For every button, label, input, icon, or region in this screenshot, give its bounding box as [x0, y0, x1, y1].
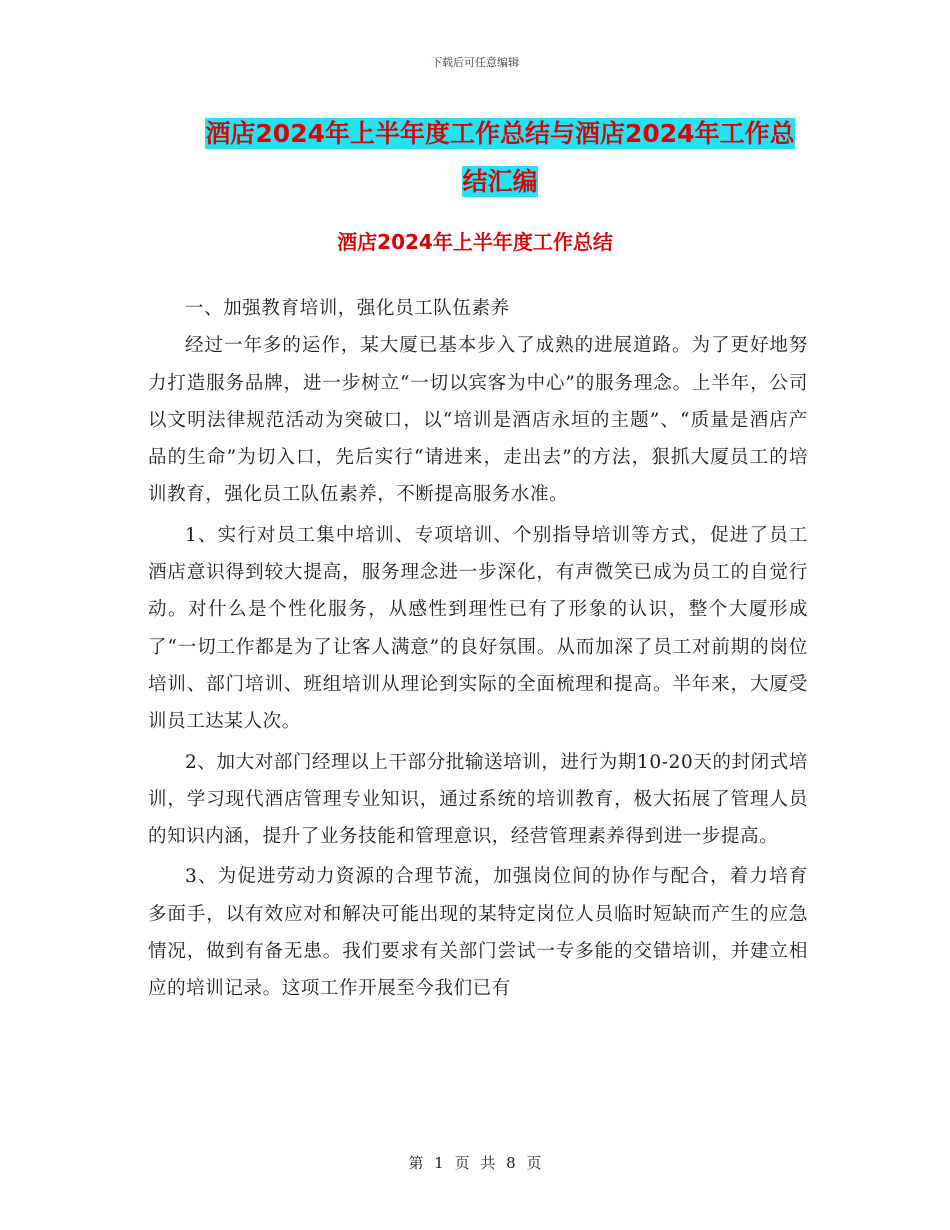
- body-paragraph: 2、加大对部门经理以上干部分批输送培训，进行为期10-20天的封闭式培训，学习现代酒店管理专业知识，通过系统的培训教育，极大拓展了管理人员的知识内涵，提升了业务技能和管理意识，经营管理素养得到进一步提高。: [148, 751, 808, 848]
- document-body: [148, 290, 808, 1008]
- body-paragraph: 1、实行对员工集中培训、专项培训、个别指导培训等方式，促进了员工酒店意识得到较大提高，服务理念进一步深化，有声微笑已成为员工的自觉行动。对什么是个性化服务，从感性到理性已有了形象的认识，整个大厦形成了“一切工作都是为了让客人满意”的良好氛围。从而加深了员工对前期的岗位培训、部门培训、班组培训从理论到实际的全面梳理和提高。半年来，大厦受训员工达某人次。: [148, 524, 808, 733]
- body-paragraph: 3、为促进劳动力资源的合理节流，加强岗位间的协作与配合，着力培育多面手，以有效应对和解决可能出现的某特定岗位人员临时短缺而产生的应急情况，做到有备无患。我们要求有关部门尝试一专多能的交错培训，并建立相应的培训记录。这项工作开展至今我们已有: [148, 866, 808, 1000]
- page-number-footer: 第 1 页 共 8 页: [408, 1154, 542, 1172]
- heading-paragraph: 一、加强教育培训，强化员工队伍素养: [185, 298, 510, 319]
- document-title: [140, 110, 860, 206]
- section-title: 酒店2024年上半年度工作总结: [337, 230, 613, 254]
- title-line-1: 酒店2024年上半年度工作总结与酒店2024年工作总: [205, 119, 795, 148]
- header-note: 下载后可任意编辑: [431, 56, 519, 69]
- body-paragraph: 经过一年多的运作，某大厦已基本步入了成熟的进展道路。为了更好地努力打造服务品牌，进一步树立“一切以宾客为中心”的服务理念。上半年，公司以文明法律规范活动为突破口，以“培训是酒店永垣的主题”、“质量是酒店产品的生命”为切入口，先后实行“请进来，走出去”的方法，狠抓大厦员工的培训教育，强化员工队伍素养，不断提高服务水准。: [148, 335, 808, 506]
- title-line-2: 结汇编: [462, 167, 538, 196]
